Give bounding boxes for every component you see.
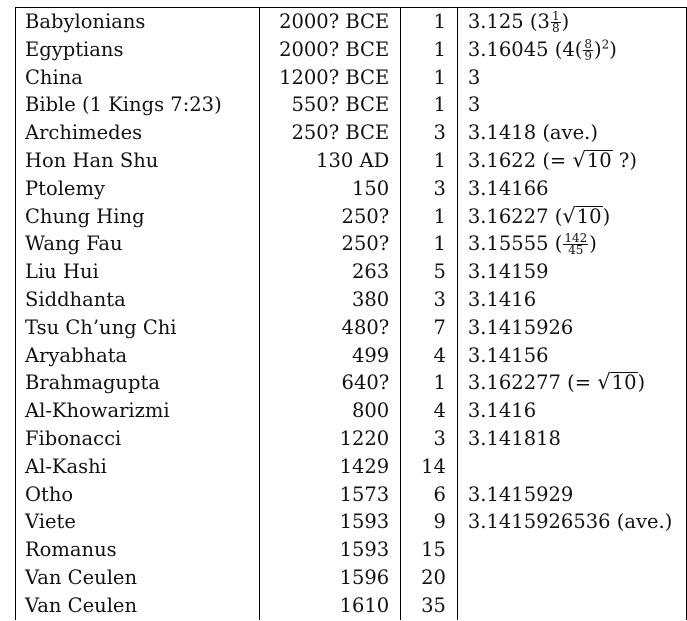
mathematician-name: Van Ceulen	[16, 564, 260, 592]
digits-cell: 15	[401, 536, 458, 564]
digits-cell: 1	[401, 203, 458, 231]
table-row	[16, 453, 687, 481]
table-row	[16, 397, 687, 425]
mathematician-name: Viete	[16, 508, 260, 536]
fraction-denominator: 9	[584, 48, 593, 63]
pi-value-cell: 3.141818	[457, 425, 686, 453]
pi-history-table-wrapper	[15, 7, 687, 620]
date-cell: 2000? BCE	[259, 36, 401, 64]
digits-cell: 1	[401, 91, 458, 119]
mathematician-name: Fibonacci	[16, 425, 260, 453]
mathematician-name: Al-Khowarizmi	[16, 397, 260, 425]
table-row	[16, 564, 687, 592]
date-cell: 1573	[259, 481, 401, 509]
mathematician-name: China	[16, 64, 260, 92]
pi-approximations-table	[15, 7, 687, 620]
date-cell: 380	[259, 286, 401, 314]
table-row	[16, 369, 687, 397]
mathematician-name: Ptolemy	[16, 175, 260, 203]
table-row	[16, 91, 687, 119]
digits-cell: 1	[401, 147, 458, 175]
mathematician-name: Babylonians	[16, 8, 260, 36]
date-cell: 250? BCE	[259, 119, 401, 147]
pi-value: 3.16227	[467, 204, 549, 228]
table-row	[16, 536, 687, 564]
pi-value-cell: 3.1622 (= √10 ?)	[457, 147, 686, 175]
digits-cell: 14	[401, 453, 458, 481]
mathematician-name: Brahmagupta	[16, 369, 260, 397]
fraction	[583, 36, 593, 63]
pi-value: 3.16045	[467, 37, 549, 61]
digits-cell: 3	[401, 286, 458, 314]
mathematician-name: Siddhanta	[16, 286, 260, 314]
expr-whole: 3	[537, 10, 550, 33]
digits-cell: 35	[401, 592, 458, 620]
table-row	[16, 508, 687, 536]
pi-value-cell: 3.14166	[457, 175, 686, 203]
value-note: (ave.)	[616, 510, 673, 534]
table-row	[16, 230, 687, 258]
pi-value: 3.162277	[467, 371, 561, 395]
digits-cell: 3	[401, 119, 458, 147]
date-cell: 2000? BCE	[259, 8, 401, 36]
pi-value: 3.1415926536	[467, 510, 611, 534]
square-root: √10	[562, 203, 602, 228]
table-row	[16, 8, 687, 36]
digits-cell: 1	[401, 369, 458, 397]
pi-value: 3.1418	[467, 121, 537, 145]
mathematician-name: Romanus	[16, 536, 260, 564]
table-row	[16, 481, 687, 509]
date-cell: 250?	[259, 203, 401, 231]
pi-value-cell: 3.1415926	[457, 314, 686, 342]
pi-value: 3.1622	[467, 148, 537, 172]
digits-cell: 4	[401, 342, 458, 370]
fraction-numerator: 1	[551, 9, 560, 23]
digits-cell: 7	[401, 314, 458, 342]
table-row	[16, 592, 687, 620]
fraction-denominator: 45	[568, 243, 584, 258]
digits-cell: 1	[401, 36, 458, 64]
expr-whole: 4	[562, 37, 575, 61]
pi-value-cell: 3.1416	[457, 397, 686, 425]
table-row	[16, 314, 687, 342]
value-note: (ave.)	[542, 121, 598, 145]
pi-value-cell	[457, 592, 686, 620]
pi-value-cell: 3.16045 (4( $\frac{8}{9}$ )$^2$)	[457, 36, 686, 64]
pi-value-cell: 3.162277 (= √10)	[457, 369, 686, 397]
digits-cell: 9	[401, 508, 458, 536]
mathematician-name: Bible (1 Kings 7:23)	[16, 91, 260, 119]
table-row	[16, 36, 687, 64]
digits-cell: 20	[401, 564, 458, 592]
fraction-denominator: 8	[551, 21, 560, 35]
square-root: √10	[597, 370, 637, 395]
mathematician-name: Hon Han Shu	[16, 147, 260, 175]
table-row	[16, 258, 687, 286]
table-row	[16, 175, 687, 203]
pi-value-cell: 3.14159	[457, 258, 686, 286]
fraction-numerator: 8	[584, 36, 593, 51]
pi-value-cell: 3.15555 ( $\frac{142}{45}$ )	[457, 230, 686, 258]
table-row	[16, 203, 687, 231]
date-cell: 150	[259, 175, 401, 203]
date-cell: 480?	[259, 314, 401, 342]
mathematician-name: Tsu Ch’ung Chi	[16, 314, 260, 342]
date-cell: 1200? BCE	[259, 64, 401, 92]
table-row	[16, 147, 687, 175]
digits-cell: 1	[401, 8, 458, 36]
digits-cell: 3	[401, 425, 458, 453]
digits-cell: 1	[401, 64, 458, 92]
pi-value-cell: 3.1415929	[457, 481, 686, 509]
pi-value-cell: 3.125 (3 $\frac{1}{8}$ )	[457, 8, 686, 36]
date-cell: 800	[259, 397, 401, 425]
pi-value-cell: 3.1416	[457, 286, 686, 314]
mathematician-name: Chung Hing	[16, 203, 260, 231]
pi-value-cell	[457, 536, 686, 564]
pi-value-cell	[457, 453, 686, 481]
date-cell: 263	[259, 258, 401, 286]
date-cell: 1610	[259, 592, 401, 620]
radicand: 10	[586, 148, 612, 172]
pi-value-cell	[457, 508, 686, 536]
pi-value-cell	[457, 564, 686, 592]
digits-cell: 5	[401, 258, 458, 286]
pi-value: 3.15555	[467, 232, 549, 256]
digits-cell: 6	[401, 481, 458, 509]
fraction	[551, 11, 561, 34]
fraction	[563, 233, 588, 256]
mathematician-name: Van Ceulen	[16, 592, 260, 620]
table-row	[16, 425, 687, 453]
pi-value-cell	[457, 119, 686, 147]
mathematician-name: Aryabhata	[16, 342, 260, 370]
digits-cell: 4	[401, 397, 458, 425]
pi-value: 3.125	[467, 10, 524, 33]
pi-value-cell: 3.16227 (√10)	[457, 203, 686, 231]
date-cell: 130 AD	[259, 147, 401, 175]
mathematician-name: Otho	[16, 481, 260, 509]
digits-cell: 1	[401, 230, 458, 258]
date-cell: 550? BCE	[259, 91, 401, 119]
pi-value-cell: 3	[457, 91, 686, 119]
radicand: 10	[576, 204, 602, 228]
table-row	[16, 64, 687, 92]
date-cell: 1596	[259, 564, 401, 592]
mathematician-name: Wang Fau	[16, 230, 260, 258]
exponent: 2	[601, 37, 610, 52]
table-row	[16, 119, 687, 147]
radicand: 10	[611, 371, 637, 395]
date-cell: 250?	[259, 230, 401, 258]
date-cell: 1593	[259, 508, 401, 536]
table-row	[16, 342, 687, 370]
digits-cell: 3	[401, 175, 458, 203]
pi-value-cell: 3.14156	[457, 342, 686, 370]
fraction-numerator: 142	[564, 231, 588, 246]
pi-value-cell: 3	[457, 64, 686, 92]
date-cell: 640?	[259, 369, 401, 397]
date-cell: 1220	[259, 425, 401, 453]
mathematician-name: Liu Hui	[16, 258, 260, 286]
date-cell: 499	[259, 342, 401, 370]
date-cell: 1593	[259, 536, 401, 564]
date-cell: 1429	[259, 453, 401, 481]
mathematician-name: Egyptians	[16, 36, 260, 64]
table-row	[16, 286, 687, 314]
mathematician-name: Archimedes	[16, 119, 260, 147]
square-root: √10	[572, 147, 612, 172]
mathematician-name: Al-Kashi	[16, 453, 260, 481]
